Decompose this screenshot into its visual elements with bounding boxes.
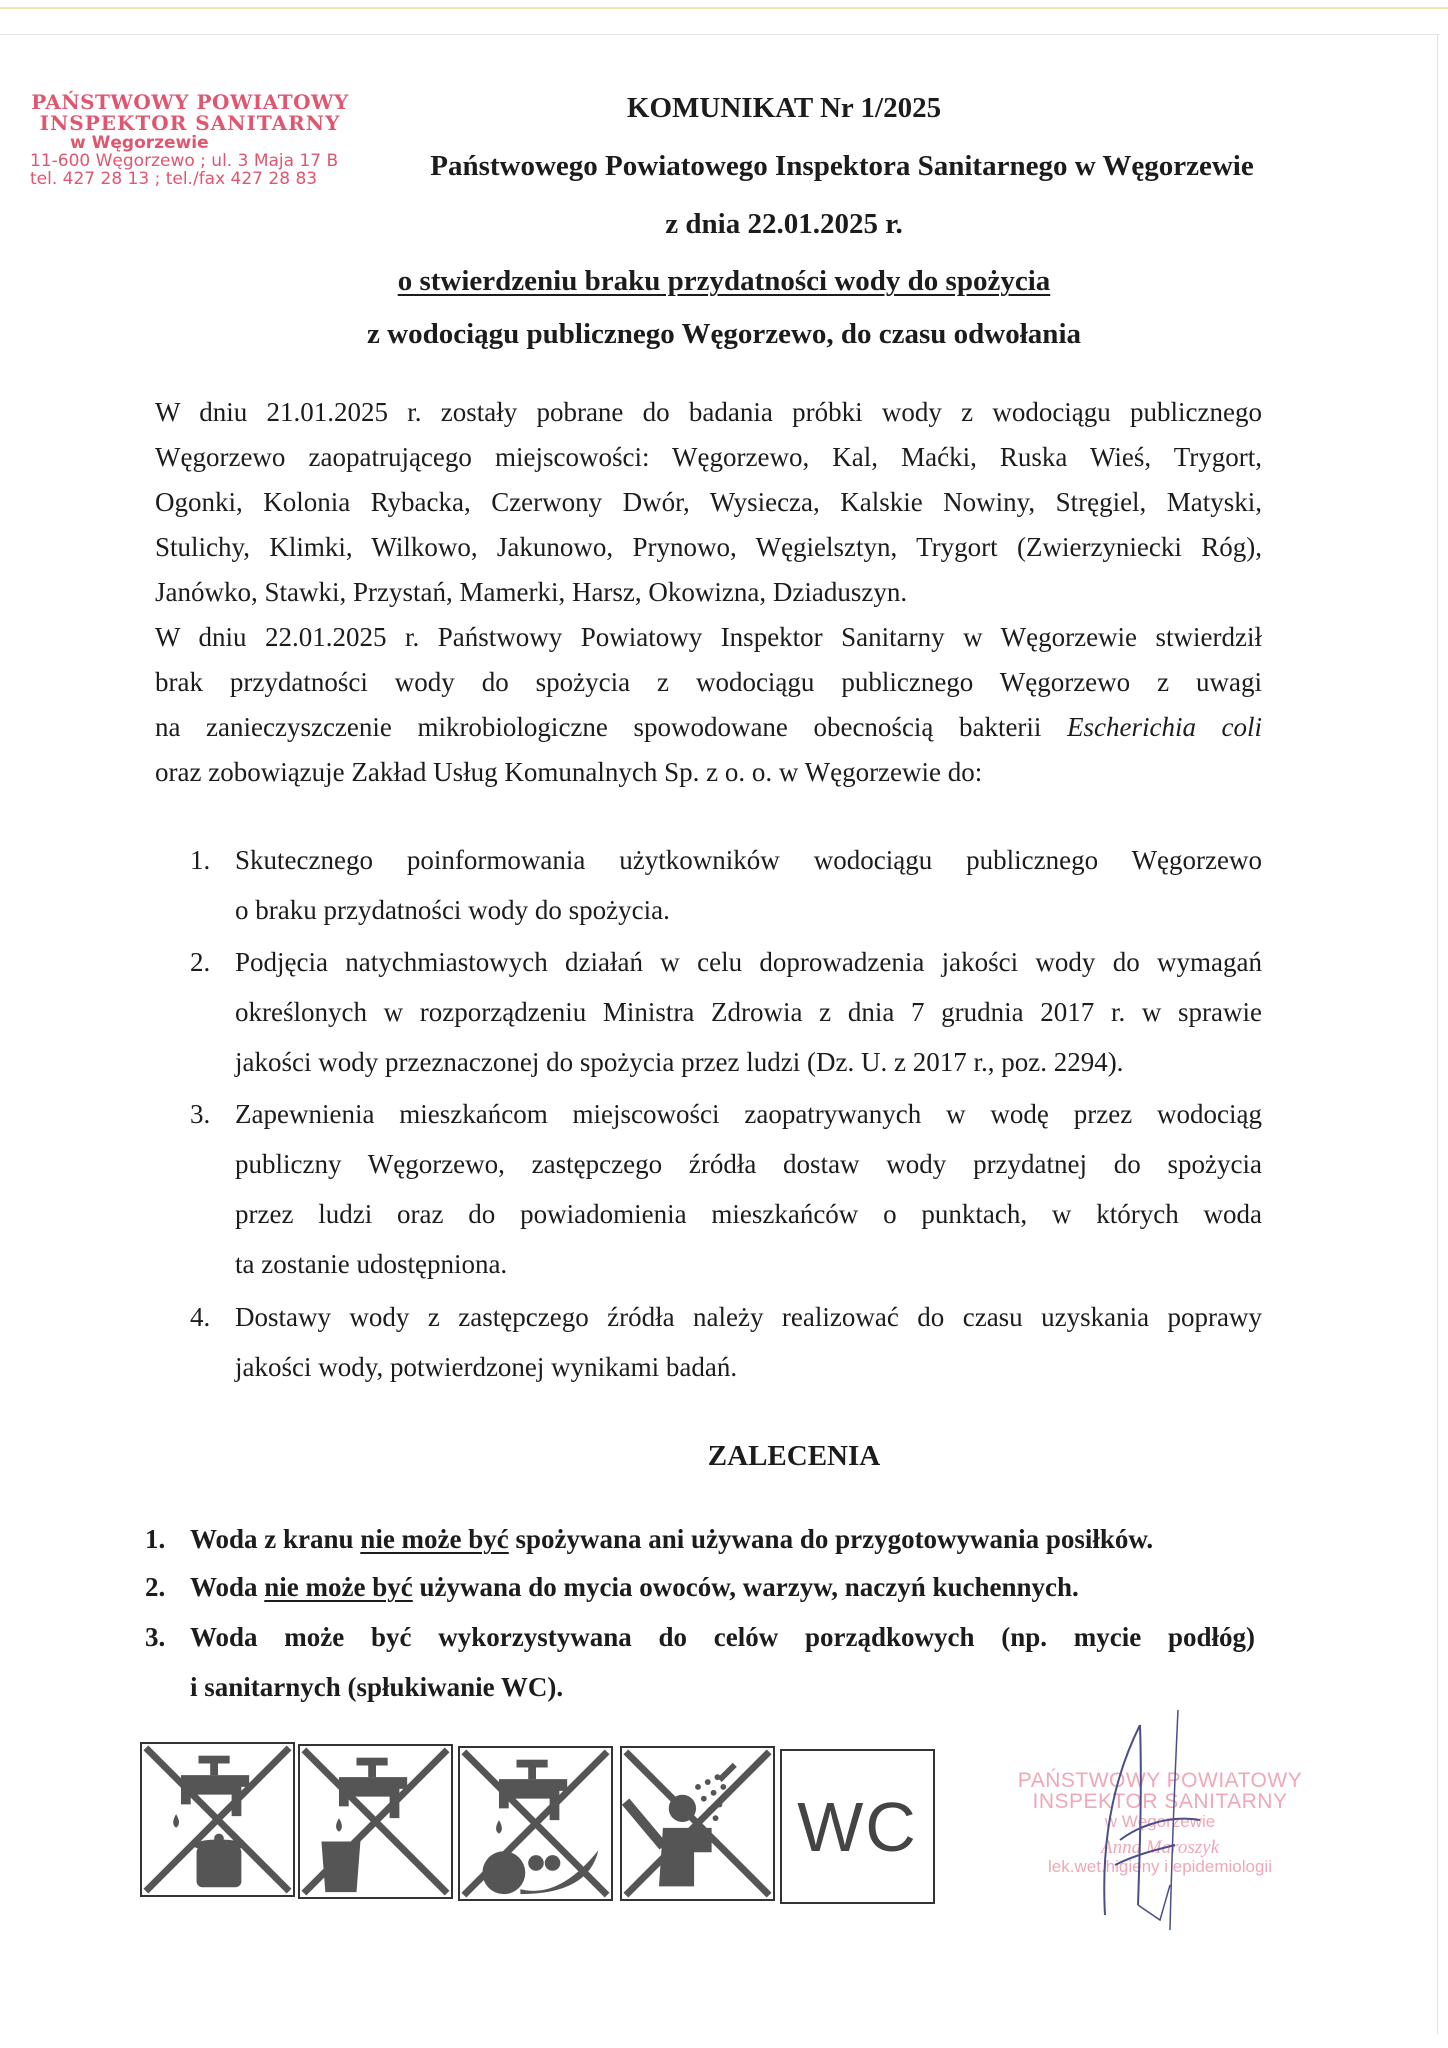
document-subject-line2: z wodociągu publicznego Węgorzewo, do czasu odwołania	[367, 318, 1081, 350]
list-number: 2.	[190, 947, 211, 977]
list-line: określonych w rozporządzeniu Ministra Zdrowia z dnia 7 grudnia 2017 r. w sprawie	[235, 997, 1262, 1027]
stamp-signatory-title: lek.wet.higieny i epidemiologii	[1048, 1857, 1272, 1876]
list-line: ta zostanie udostępniona.	[235, 1249, 508, 1279]
stamp-line: w Węgorzewie	[1104, 1812, 1216, 1831]
document-issuer: Państwowego Powiatowego Inspektora Sanitarnego w Węgorzewie	[430, 150, 1254, 182]
list-number: 2.	[145, 1572, 166, 1602]
stamp-line: 11-600 Węgorzewo ; ul. 3 Maja 17 B	[30, 151, 339, 171]
paragraph-line	[155, 705, 1262, 750]
list-line: jakości wody, potwierdzonej wynikami badań.	[235, 1352, 738, 1382]
list-number: 4.	[190, 1302, 211, 1332]
list-line	[190, 1515, 1255, 1565]
scan-top-rule	[0, 7, 1448, 9]
list-line: i sanitarnych (spłukiwanie WC).	[190, 1672, 564, 1702]
wc-allowed-icon	[780, 1749, 935, 1904]
list-line	[190, 1563, 1255, 1613]
wc-label: WC	[797, 1787, 918, 1866]
handwritten-signature	[1080, 1705, 1220, 1935]
stamp-line: w Węgorzewie	[70, 133, 209, 153]
recommendation-item	[145, 1563, 1255, 1613]
paragraph-line: Węgorzewo zaopatrującego miejscowości: Węgorzewo, Kal, Maćki, Ruska Wieś, Trygort,	[155, 442, 1262, 472]
recommendation-item	[145, 1515, 1255, 1565]
document-subject-line1: o stwierdzeniu braku przydatności wody do spożycia	[397, 265, 1051, 297]
recommendation-emphasis: nie może być	[360, 1524, 509, 1554]
no-tap-water-cooking-icon	[140, 1742, 295, 1897]
no-tap-water-washing-produce-icon	[458, 1746, 613, 1901]
recommendations-heading: ZALECENIA	[707, 1440, 881, 1472]
no-tap-water-drinking-icon	[298, 1744, 453, 1899]
recommendation-text: używana do mycia owoców, warzyw, naczyń kuchennych.	[412, 1572, 1079, 1602]
list-line: publiczny Węgorzewo, zastępczego źródła dostaw wody przydatnej do spożycia	[235, 1149, 1262, 1179]
paragraph-line: W dniu 22.01.2025 r. Państwowy Powiatowy Inspektor Sanitarny w Węgorzewie stwierdził	[155, 622, 1262, 652]
list-line: o braku przydatności wody do spożycia.	[235, 895, 670, 925]
paragraph-line: W dniu 21.01.2025 r. zostały pobrane do badania próbki wody z wodociągu publicznego	[155, 397, 1262, 427]
list-line: Woda może być wykorzystywana do celów porządkowych (np. mycie podłóg)	[190, 1622, 1255, 1652]
list-line: przez ludzi oraz do powiadomienia mieszkańców o punktach, w których woda	[235, 1199, 1262, 1229]
recommendation-item	[145, 1613, 1255, 1713]
paragraph-finding	[155, 615, 1262, 795]
obligation-item	[190, 1092, 1262, 1292]
scan-page-edge	[0, 34, 1440, 35]
list-number: 3.	[145, 1622, 166, 1652]
paragraph-line: brak przydatności wody do spożycia z wodociągu publicznego Węgorzewo z uwagi	[155, 667, 1262, 697]
list-line: Skutecznego poinformowania użytkowników wodociągu publicznego Węgorzewo	[235, 845, 1262, 875]
list-number: 1.	[145, 1524, 166, 1554]
obligation-item	[190, 838, 1262, 938]
bacteria-name: Escherichia coli	[1067, 712, 1263, 742]
paragraph-line: Ogonki, Kolonia Rybacka, Czerwony Dwór, Wysiecza, Kalskie Nowiny, Stręgiel, Matyski,	[155, 487, 1262, 517]
paragraph-line: oraz zobowiązuje Zakład Usług Komunalnych Sp. z o. o. w Węgorzewie do:	[155, 757, 983, 787]
list-line: Zapewnienia mieszkańcom miejscowości zaopatrywanych w wodę przez wodociąg	[235, 1099, 1262, 1129]
recommendation-text: Woda z kranu	[190, 1524, 361, 1554]
obligation-item	[190, 1295, 1262, 1395]
paragraph-line: Janówko, Stawki, Przystań, Mamerki, Harsz, Okowizna, Dziaduszyn.	[155, 577, 908, 607]
list-line: jakości wody przeznaczonej do spożycia przez ludzi (Dz. U. z 2017 r., poz. 2294).	[235, 1047, 1124, 1077]
pictogram-row	[140, 1740, 930, 1905]
stamp-line: tel. 427 28 13 ; tel./fax 427 28 83	[30, 169, 318, 189]
paragraph-text: na zanieczyszczenie mikrobiologiczne spowodowane obecnością bakterii	[155, 712, 1067, 742]
recommendation-text: spożywana ani używana do przygotowywania posiłków.	[508, 1524, 1154, 1554]
stamp-line: PAŃSTWOWY POWIATOWY	[1017, 1769, 1303, 1792]
list-line: Dostawy wody z zastępczego źródła należy realizować do czasu uzyskania poprawy	[235, 1302, 1262, 1332]
stamp-line: INSPEKTOR SANITARNY	[39, 111, 341, 135]
document-date: z dnia 22.01.2025 r.	[665, 208, 903, 240]
paragraph-line: Stulichy, Klimki, Wilkowo, Jakunowo, Prynowo, Węgielsztyn, Trygort (Zwierzyniecki Róg),	[155, 532, 1262, 562]
list-number: 1.	[190, 845, 211, 875]
document-subject	[0, 265, 1448, 298]
list-line: Podjęcia natychmiastowych działań w celu doprowadzenia jakości wody do wymagań	[235, 947, 1262, 977]
recommendation-text: Woda	[190, 1572, 265, 1602]
list-number: 3.	[190, 1099, 211, 1129]
obligation-item	[190, 940, 1262, 1090]
stamp-line: INSPEKTOR SANITARNY	[1032, 1790, 1288, 1813]
stamp-signatory-name: Anna Maroszyk	[1100, 1837, 1220, 1858]
paragraph-sampling	[155, 390, 1262, 615]
recommendation-emphasis: nie może być	[264, 1572, 413, 1602]
stamp-line: PAŃSTWOWY POWIATOWY	[31, 90, 349, 114]
no-shower-icon	[620, 1746, 775, 1901]
document-title: KOMUNIKAT Nr 1/2025	[626, 92, 942, 124]
